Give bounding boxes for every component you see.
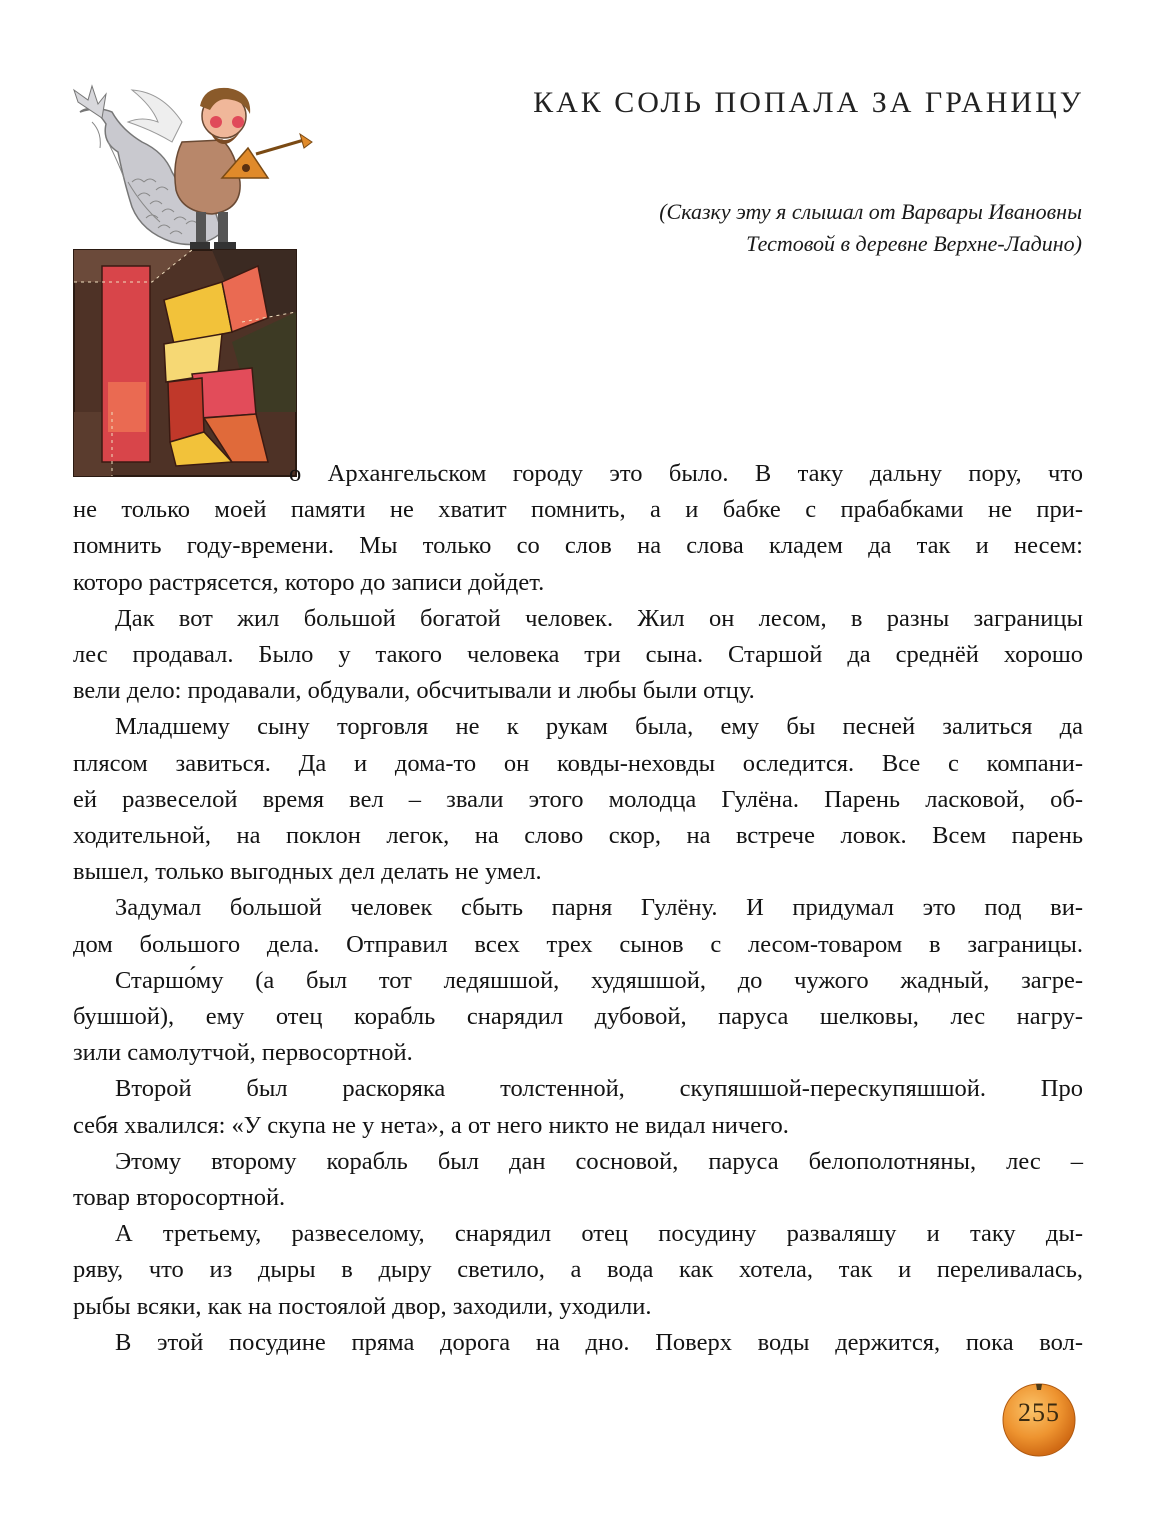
body-line: лес продавал. Было у такого человека три сына. Старшой да среднёй хорошо: [73, 641, 1083, 669]
body-line: которо растрясется, которо до записи дойдет.: [73, 568, 545, 596]
body-line: себя хвалился: «У скупа не у нета», а от него никто не видал ничего.: [73, 1111, 789, 1139]
body-line: Этому второму корабль был дан сосновой, паруса белополотняны, лес –: [115, 1147, 1083, 1175]
body-line: А третьему, развеселому, снарядил отец посудину разваляшу и таку ды-: [115, 1220, 1083, 1248]
body-line: вели дело: продавали, обдували, обсчитывали и любы были отцу.: [73, 677, 755, 705]
body-line: Задумал большой человек сбыть парня Гулёну. И придумал это под ви-: [115, 894, 1083, 922]
body-line: дом большого дела. Отправил всех трех сынов с лесом-товаром в заграницы.: [73, 930, 1083, 958]
body-line: Второй был раскоряка толстенной, скупяшшой-перескупяшшой. Про: [115, 1075, 1083, 1103]
body-line: не только моей памяти не хватит помнить, а и бабке с прабабками не при-: [73, 496, 1083, 524]
mermaid-figure: [74, 86, 312, 250]
body-line: бушшой), ему отец корабль снарядил дубовой, паруса шелковы, лес нагру-: [73, 1003, 1083, 1031]
body-line: Старшо́му (а был тот ледяшшой, худяшшой, до чужого жадный, загре-: [115, 966, 1083, 994]
body-line: ходительной, на поклон легок, на слово скор, на встрече ловок. Всем парень: [73, 822, 1083, 850]
epigraph: [460, 196, 1082, 260]
body-line: товар второсортной.: [73, 1184, 286, 1212]
epigraph-line: Тестовой в деревне Верхне-Ладино): [746, 231, 1082, 256]
body-line: Дак вот жил большой богатой человек. Жил он лесом, в разны заграницы: [115, 604, 1083, 632]
page-number: 255: [1018, 1398, 1060, 1427]
story-title: КАК СОЛЬ ПОПАЛА ЗА ГРАНИЦУ: [533, 86, 1084, 119]
body-line: помнить году-времени. Мы только со слов на слова кладем да так и несем:: [73, 532, 1083, 560]
body-line: ряву, что из дыры в дыру светило, а вода как хотела, так и переливалась,: [73, 1256, 1083, 1284]
body-line: Младшему сыну торговля не к рукам была, ему бы песней залиться да: [115, 713, 1083, 741]
body-line: плясом завиться. Да и дома-то он ковды-неховды оследится. Все с компани-: [73, 749, 1083, 777]
body-line: зили самолутчой, первосортной.: [73, 1039, 413, 1067]
body-line: В этой посудине пряма дорога на дно. Поверх воды держится, пока вол-: [115, 1328, 1083, 1356]
body-line: рыбы всяки, как на постоялой двор, заходили, уходили.: [73, 1292, 652, 1320]
body-line: о Архангельском городу это было. В таку дальну пору, что: [289, 460, 1083, 487]
story-body: [73, 456, 1083, 1361]
body-line: ей развеселой время вел – звали этого молодца Гулёна. Парень ласковой, об-: [73, 785, 1083, 813]
patchwork-letter-k: [74, 250, 296, 476]
epigraph-line: (Сказку эту я слышал от Варвары Ивановны: [659, 199, 1082, 224]
body-line: вышел, только выгодных дел делать не умел.: [73, 858, 542, 886]
dropcap-illustration: [72, 82, 316, 480]
